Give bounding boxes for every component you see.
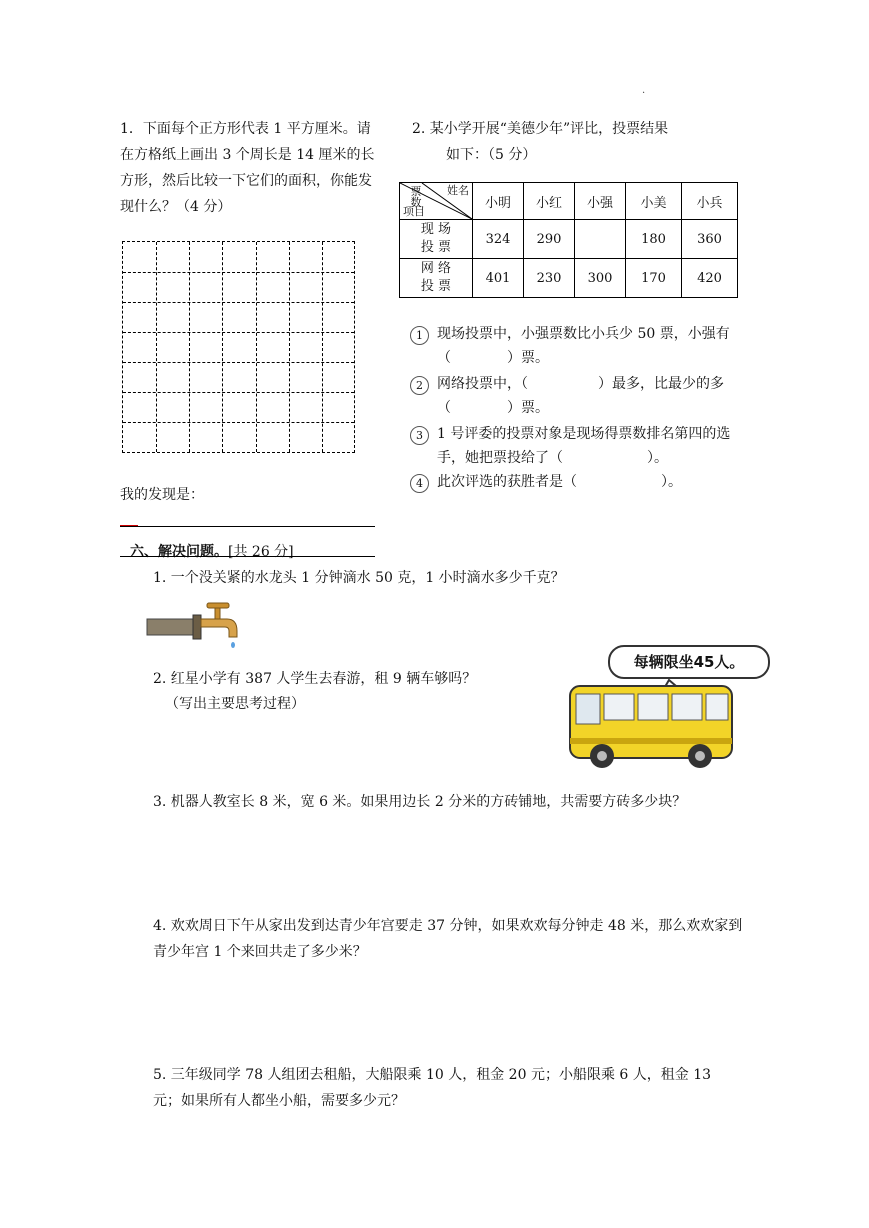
- table-row: [400, 220, 738, 259]
- table-cell: 180: [626, 220, 682, 259]
- table-cell: 230: [524, 259, 575, 298]
- question-2-title: [412, 116, 742, 168]
- problem-4: 4. 欢欢周日下午从家出发到达青少年宫要走 37 分钟，如果欢欢每分钟走 48 米，那么欢欢家到青少年宫 1 个来回共走了多少米？: [153, 918, 743, 960]
- table-cell: 170: [626, 259, 682, 298]
- bus-speech-bubble: 每辆限坐45人。: [608, 645, 770, 679]
- corner-item: 项目: [403, 205, 425, 218]
- question-2-line1: 2. 某小学开展“美德少年”评比，投票结果: [412, 121, 669, 137]
- table-cell: 290: [524, 220, 575, 259]
- square-grid[interactable]: [122, 241, 355, 453]
- answer-line: [120, 526, 375, 527]
- table-cell: 420: [682, 259, 738, 298]
- section-score: [共 26 分]: [228, 544, 294, 560]
- header-name: 小红: [524, 183, 575, 220]
- sub-question-2: 2 网络投票中，（ ）最多，比最少的多（ ）票。: [410, 372, 740, 420]
- table-cell: [575, 220, 626, 259]
- problem-2-note: （写出主要思考过程）: [165, 696, 305, 712]
- table-cell: 401: [473, 259, 524, 298]
- corner-count: 票数: [410, 185, 426, 209]
- problem-5: 5. 三年级同学 78 人组团去租船，大船限乘 10 人，租金 20 元；小船限乘 6 人，租金 13 元；如果所有人都坐小船，需要多少元？: [153, 1067, 712, 1109]
- sub-question-4: 4 此次评选的获胜者是（ ）。: [410, 470, 740, 494]
- table-cell: 324: [473, 220, 524, 259]
- circled-number: 1: [410, 326, 429, 345]
- question-1-text: 1．下面每个正方形代表 1 平方厘米。请在方格纸上画出 3 个周长是 14 厘米的长方形，然后比较一下它们的面积，你能发现什么？（4 分）: [120, 121, 375, 215]
- header-name: 小兵: [682, 183, 738, 220]
- row-label: 网 络 投 票: [400, 259, 473, 298]
- circled-number: 3: [410, 426, 429, 445]
- table-cell: 360: [682, 220, 738, 259]
- finding-label: 我的发现是：: [120, 487, 204, 503]
- circled-number: 2: [410, 376, 429, 395]
- question-2-line2: 如下：（5 分）: [446, 147, 537, 163]
- header-name: 小美: [626, 183, 682, 220]
- problem-3: 3. 机器人教室长 8 米，宽 6 米。如果用边长 2 分米的方砖铺地，共需要方砖多少块？: [153, 794, 687, 810]
- corner-name: 姓名: [447, 184, 469, 197]
- votes-table: [399, 182, 738, 298]
- header-name: 小明: [473, 183, 524, 220]
- problem-1: 1. 一个没关紧的水龙头 1 分钟滴水 50 克，1 小时滴水多少千克？: [153, 570, 565, 586]
- circled-number: 4: [410, 474, 429, 493]
- row-label: 现 场 投 票: [400, 220, 473, 259]
- table-corner-cell: [400, 183, 473, 220]
- problem-2: 2. 红星小学有 387 人学生去春游，租 9 辆车够吗？: [153, 671, 477, 687]
- table-row: [400, 259, 738, 298]
- page-dot: .: [642, 85, 646, 96]
- faucet-icon: [145, 601, 245, 653]
- table-cell: 300: [575, 259, 626, 298]
- bus-icon: [564, 672, 744, 772]
- header-name: 小强: [575, 183, 626, 220]
- section-underline: [120, 556, 375, 557]
- sub-question-3: 3 1 号评委的投票对象是现场得票数排名第四的选手，她把票投给了（ ）。: [410, 422, 740, 470]
- sub-question-1: 1 现场投票中，小强票数比小兵少 50 票，小强有（ ）票。: [410, 322, 740, 370]
- section-title: 六、解决问题。[共 26 分]: [130, 544, 294, 560]
